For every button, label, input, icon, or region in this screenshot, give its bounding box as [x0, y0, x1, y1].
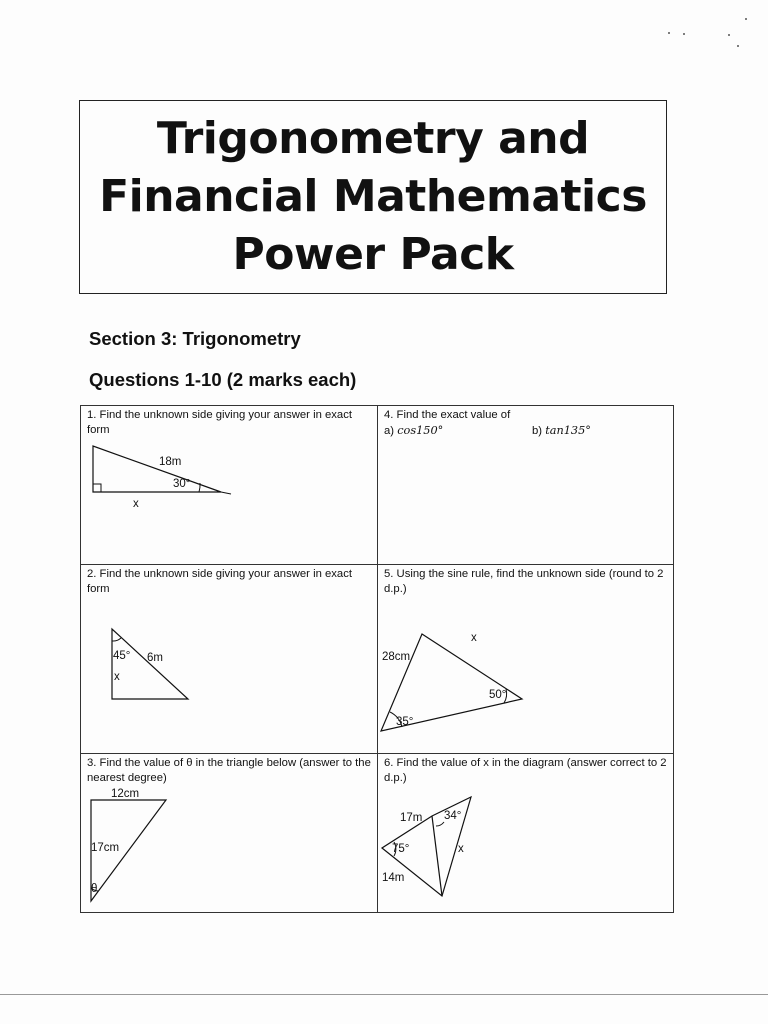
- scan-speck: [683, 33, 685, 35]
- question-2-diagram: [81, 601, 377, 751]
- triangle-shape: [112, 629, 188, 699]
- part-a: [384, 423, 443, 439]
- question-3-text: 3. Find the value of θ in the triangle below (answer to the nearest degree): [87, 757, 371, 784]
- stray-mark: [221, 492, 231, 494]
- angle-arc-34: [436, 822, 444, 826]
- label-side-x: x: [114, 671, 120, 683]
- triangle-shape: [93, 446, 221, 492]
- label-left-side: 17cm: [91, 842, 120, 854]
- label-hypotenuse: 18m: [159, 456, 182, 468]
- label-side-x: x: [133, 498, 139, 510]
- label-angle-50: 50°: [489, 689, 507, 701]
- question-1-text: 1. Find the unknown side giving your answer in exact form: [87, 409, 352, 436]
- part-b-expression: tan135°: [545, 424, 591, 437]
- part-a-expression: cos150°: [397, 424, 444, 437]
- part-a-label: a): [384, 425, 395, 437]
- title-box: [79, 100, 667, 294]
- part-b-label: b): [532, 425, 543, 437]
- question-4-text: 4. Find the exact value of: [384, 409, 511, 421]
- question-5-diagram: [378, 601, 675, 751]
- scan-speck: [737, 45, 739, 47]
- question-1-cell: [81, 406, 377, 564]
- scan-bottom-edge: [0, 994, 768, 995]
- section-heading: Section 3: Trigonometry: [89, 328, 301, 349]
- question-3-cell: [81, 754, 377, 914]
- label-angle-35: 35°: [396, 716, 414, 728]
- title-line-2: Financial Mathematics: [99, 171, 647, 222]
- question-4-parts: [384, 423, 669, 439]
- question-grid: [80, 405, 674, 913]
- label-hypotenuse: 6m: [147, 652, 163, 664]
- question-1-diagram: [81, 444, 377, 564]
- label-angle-75: 75°: [392, 843, 410, 855]
- question-4-cell: [378, 406, 675, 564]
- part-b: [532, 423, 591, 439]
- scan-speck: [745, 18, 747, 20]
- label-top-side: 12cm: [111, 788, 140, 800]
- label-side-x: x: [458, 843, 464, 855]
- question-5-text: 5. Using the sine rule, find the unknown side (round to 2 d.p.): [384, 568, 664, 595]
- questions-heading: Questions 1-10 (2 marks each): [89, 369, 357, 390]
- question-6-text: 6. Find the value of x in the diagram (answer correct to 2 d.p.): [384, 757, 667, 784]
- title-line-3: Power Pack: [232, 229, 514, 280]
- label-angle-34: 34°: [444, 810, 462, 822]
- label-angle: 30°: [173, 478, 191, 490]
- right-angle-mark: [93, 484, 101, 492]
- label-angle: 45°: [113, 650, 131, 662]
- question-3-diagram: [81, 784, 377, 914]
- question-6-diagram: [378, 784, 675, 914]
- scan-speck: [668, 32, 670, 34]
- question-5-cell: [378, 565, 675, 753]
- label-side-14: 14m: [382, 872, 405, 884]
- label-side-17: 17m: [400, 812, 423, 824]
- question-6-cell: [378, 754, 675, 914]
- angle-arc: [112, 638, 121, 641]
- question-2-text: 2. Find the unknown side giving your answer in exact form: [87, 568, 352, 595]
- label-theta: θ: [91, 883, 98, 895]
- title-line-1: Trigonometry and: [156, 113, 590, 164]
- question-2-cell: [81, 565, 377, 753]
- scan-speck: [728, 34, 730, 36]
- diagonal-line: [432, 816, 442, 896]
- label-side-28: 28cm: [382, 651, 411, 663]
- label-side-x: x: [471, 632, 477, 644]
